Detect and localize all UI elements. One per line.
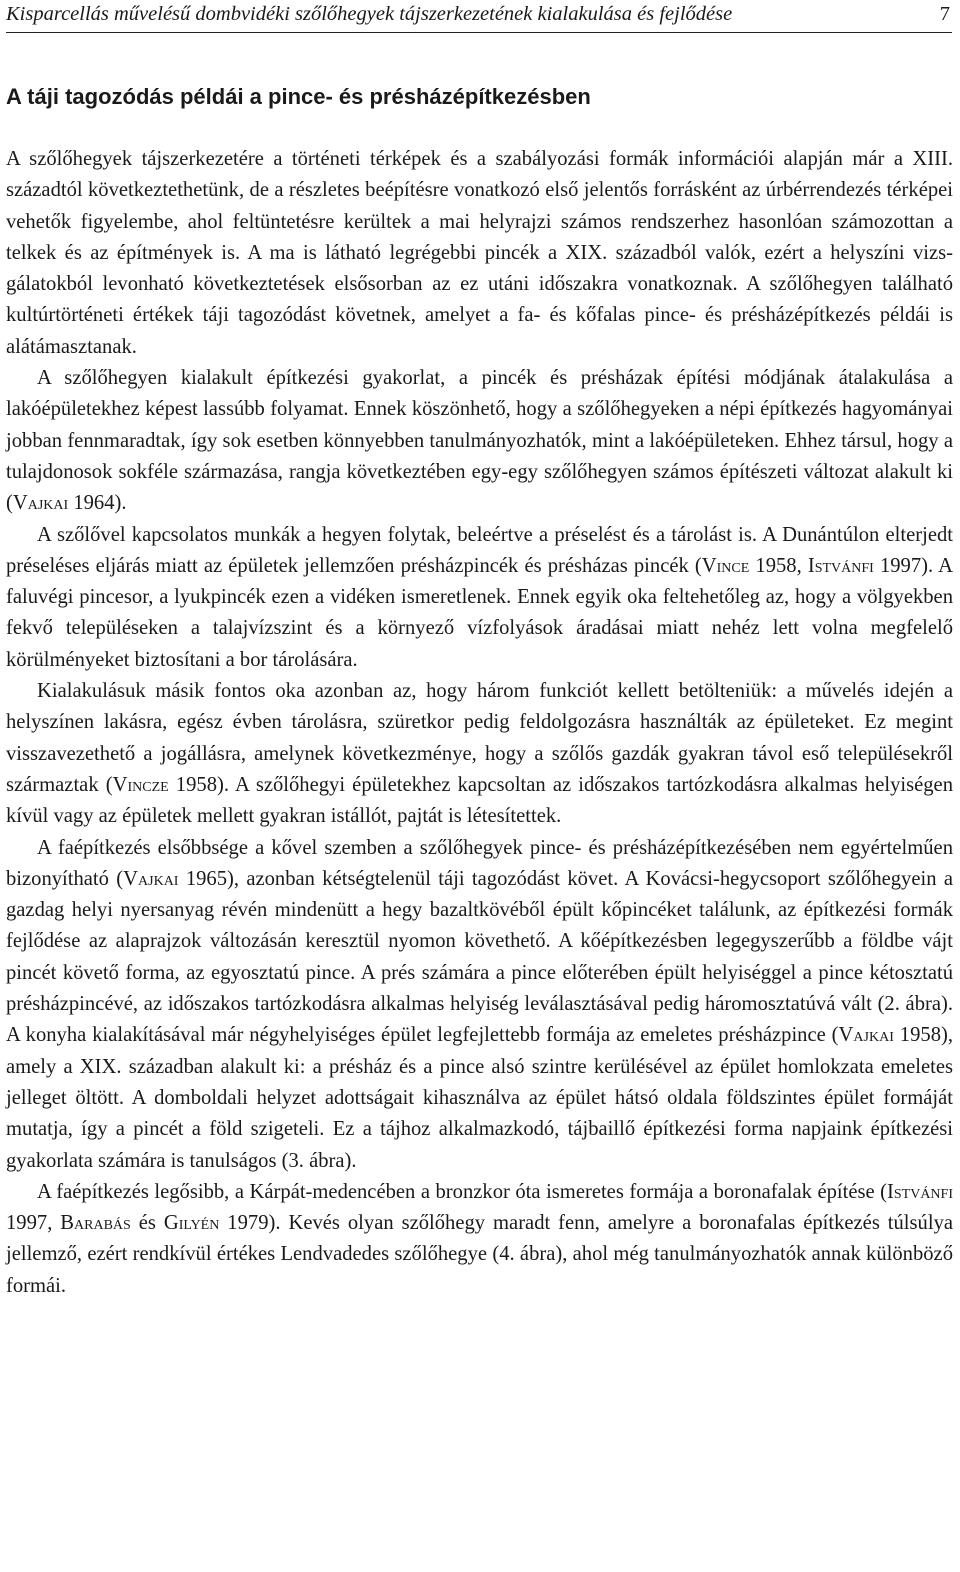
citation-author: Vajkai <box>838 1024 894 1047</box>
citation-author: Vajkai <box>12 492 69 515</box>
text-run: 1965), azonban kétségtelenül táji tagozódást követ. A Kovácsi-hegycsoport szőlőhegyein a gazdag helyi nyersanyag révén mindenütt a hegy bazaltkövéből épült kőpincéket találunk, az építkezési formák fejlődése az alaprajzok változásán keresztül nyomon követhető. A kőépítkezésben legegyszerűbb a földbe vájt pincét követő forma, az egyosztatú pince. A prés számára a pince előterében épült helyiséggel a pince kétosztatú présházpincévé, az időszakos tartózkodásra alkalmas helyiség leválasztásával pedig háromosztatúvá vált (2. ábra). A konyha kialakításával már négyhelyiséges épület legfejlettebb formája az emeletes présházpince ( <box>6 867 953 1047</box>
text-run: 1997, <box>6 1212 61 1235</box>
text-run: 1964). <box>68 492 127 515</box>
text-run: Kialakulásuk másik fontos oka azonban az, hogy három funkciót kellett betölteniük: a művelés idején a helyszínen lakásra, egész évben tárolásra, szüretkor pedig feldolgozásra használták az épületeket. Ez megint visszavezethető a jogállásra, amelynek következménye, hogy a szőlős gazdák gyakran távol eső településekről származtak ( <box>6 680 953 796</box>
citation-author: Vincze <box>112 773 169 796</box>
text-run: 1958). A szőlőhegyi épületekhez kapcsoltan az időszakos tartózkodásra alkalmas helyiségen kívül vagy az épületek mellett gyakran istállót, pajtát is létesítettek. <box>6 773 953 828</box>
text-run: 1958), amely a XIX. században alakult ki: a présház és a pince alsó szintre kerülésével az épület homlokzata emeletes jelleget öltött. A domboldali helyzet adottságait kihasználva az épület hátsó oldala földszintes épület formáját mutatja, így a pincét a föld szigeteli. Ez a tájhoz alkalmazkodó, tájbaillő építkezési forma napjaink építkezési gyakorlata számára is tanulságos (3. ábra). <box>6 1024 953 1172</box>
text-run: A szőlőhegyek tájszerkezetére a történeti térképek és a szabályozási formák információi alapján már a XIII. századtól következtethetünk, de a részletes beépítésre vonatkozó első jelentős forrásként az úrbérrendezés térképei vehetők figyelembe, ahol feltüntetésre kerültek a mai helyrajzi számos rendszerhez hasonlóan számozottan a telkek és az építmények is. A ma is látható legrégebbi pincék a XIX. századból valók, ezért a helyszíni vizsgálatokból levonható következtetések elsősorban az ez utáni időszakra vonatkoznak. A szőlőhegyen található kultúrtörténeti értékek táji tagozódást követnek, amelyet a fa- és kőfalas pince- és présházépítkezés példái is alátámasztanak. <box>6 148 953 358</box>
text-run: 1997). A faluvégi pincesor, a lyukpincék ezen a vidéken ismeretlenek. Ennek egyik oka feltehetőleg az, hogy a völgyekben fekvő településeken a talajvízszint és a környező vízfolyások áradásai miatt nehéz lett volna megfelelő körülményeket biztosítani a bor tárolására. <box>6 554 953 671</box>
citation-author: Vince <box>701 554 750 577</box>
paragraph <box>6 144 953 363</box>
body-text <box>6 144 953 1302</box>
citation-author: Barabás <box>60 1212 131 1235</box>
citation-author: Istvánfi <box>807 554 874 577</box>
citation-author: Istvánfi <box>887 1180 953 1203</box>
text-run: A szőlőhegyen kialakult építkezési gyakorlat, a pincék és présházak építési módjának átalakulása a lakóépületekhez képest lassúbb folyamat. Ennek köszönhető, hogy a szőlőhegyeken a népi építkezés hagyományai jobban fennmaradtak, így sok esetben könnyebben tanulmányozhatók, mint a lakóépületeken. Ehhez társul, hogy a tulajdonosok sokféle származása, rangja következtében egy-egy szőlőhegyen számos építészeti változat alakult ki ( <box>6 367 953 515</box>
text-run: A faépítkezés legősibb, a Kárpát-medencében a bronzkor óta ismeretes formája a boronafalak építése ( <box>37 1180 888 1203</box>
citation-author: Vajkai <box>123 867 179 890</box>
page-number: 7 <box>939 3 950 25</box>
text-run: és <box>130 1212 164 1235</box>
paragraph <box>6 676 953 832</box>
citation-author: Gilyén <box>163 1212 220 1235</box>
running-head-title: Kisparcellás művelésű dombvidéki szőlőhegyek tájszerkezetének kialakulása és fejlődése <box>6 3 733 25</box>
paragraph <box>6 1177 953 1302</box>
running-head <box>6 0 952 33</box>
paragraph <box>6 520 953 676</box>
paragraph <box>6 833 953 1177</box>
paragraph <box>6 363 953 519</box>
text-run: 1958, <box>749 554 808 577</box>
section-heading: A táji tagozódás példái a pince- és présházépítkezésben <box>6 84 591 109</box>
text-run: A faépítkezés elsőbbsége a kővel szemben a szőlőhegyek pince- és présházépítkezésében nem egyértelműen bizonyítható ( <box>6 836 953 890</box>
text-run: A szőlővel kapcsolatos munkák a hegyen folytak, beleértve a préselést és a tárolást is. A Dunántúlon elterjedt préseléses eljárás miatt az épületek jellemzően présházpincék és présházas pincék ( <box>6 523 953 577</box>
text-run: 1979). Kevés olyan szőlőhegy maradt fenn, amelyre a boronafalas építkezés túlsúlya jellemző, ezért rendkívül értékes Lendvadedes szőlőhegye (4. ábra), ahol még tanulmányozhatók annak különböző formái. <box>6 1212 954 1297</box>
